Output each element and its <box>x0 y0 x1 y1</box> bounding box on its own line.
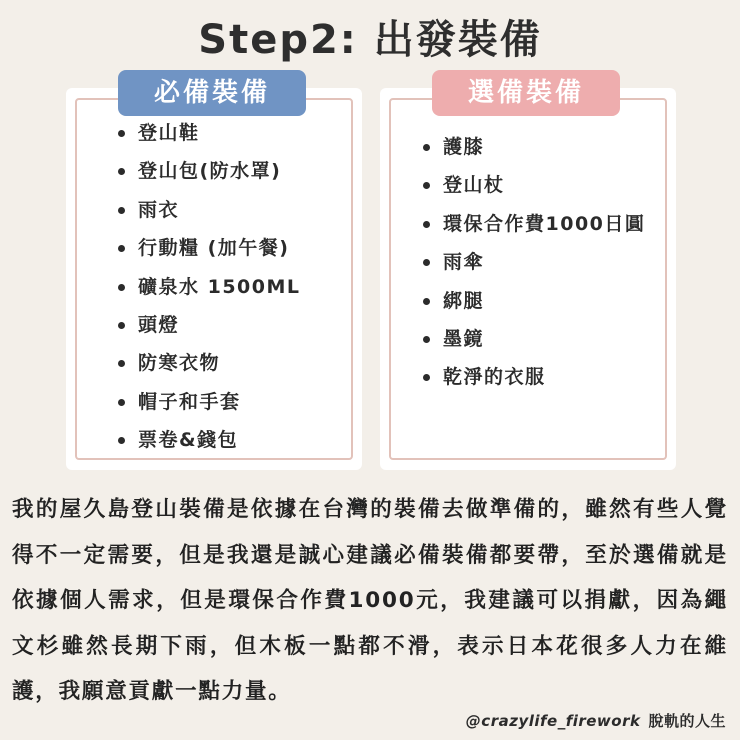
list-item-label: 乾淨的衣服 <box>443 366 546 389</box>
bullet-icon <box>118 322 125 329</box>
author-credit <box>466 710 726 731</box>
list-item-label: 登山鞋 <box>138 122 200 144</box>
list-item-label: 雨衣 <box>138 198 180 221</box>
bullet-icon <box>423 374 430 381</box>
bullet-icon <box>118 130 125 137</box>
bullet-icon <box>423 259 430 266</box>
bullet-icon <box>118 168 125 175</box>
list-item <box>116 195 301 233</box>
list-item <box>421 170 645 208</box>
list-item <box>421 132 645 170</box>
list-item <box>116 118 301 156</box>
list-item-label: 防寒衣物 <box>138 352 221 375</box>
bullet-icon <box>118 207 125 214</box>
bullet-icon <box>118 284 125 291</box>
list-item-label: 環保合作費1000日圓 <box>443 212 646 235</box>
list-item <box>116 272 301 310</box>
bullet-icon <box>423 221 430 228</box>
list-item-label: 護膝 <box>443 136 485 158</box>
list-item-label: 登山杖 <box>443 174 505 197</box>
bullet-icon <box>118 437 125 444</box>
list-item <box>421 324 645 362</box>
bullet-icon <box>118 399 125 406</box>
required-gear-tag: 必備裝備 <box>118 70 306 116</box>
list-item-label: 行動糧 (加午餐) <box>138 237 290 260</box>
list-item <box>116 233 301 271</box>
bullet-icon <box>423 336 430 343</box>
description-paragraph: 我的屋久島登山裝備是依據在台灣的裝備去做準備的，雖然有些人覺得不一定需要，但是我還是誠心建議必備裝備都要帶，至於選備就是依據個人需求，但是環保合作費1000元，我建議可以捐獻，因為繩文杉雖然長期下雨，但木板一點都不滑，表示日本花很多人力在維護，我願意貢獻一點力量。 <box>12 497 728 704</box>
list-item-label: 頭燈 <box>138 313 180 336</box>
author-name: 脫軌的人生 <box>648 712 726 730</box>
list-item-label: 票卷&錢包 <box>138 429 239 452</box>
bullet-icon <box>118 360 125 367</box>
optional-gear-tag: 選備裝備 <box>432 70 620 116</box>
required-gear-list <box>116 118 301 464</box>
bullet-icon <box>118 245 125 252</box>
list-item-label: 礦泉水 1500ML <box>138 275 301 298</box>
page-title: Step2: 出發裝備 <box>198 17 542 63</box>
list-item-label: 墨鏡 <box>443 327 485 350</box>
list-item-label: 帽子和手套 <box>138 390 241 413</box>
list-item-label: 雨傘 <box>443 251 485 274</box>
list-item-label: 綁腿 <box>443 289 485 312</box>
list-item <box>421 286 645 324</box>
list-item <box>116 156 301 194</box>
list-item <box>116 348 301 386</box>
list-item-label: 登山包(防水罩) <box>138 160 282 183</box>
bullet-icon <box>423 182 430 189</box>
list-item <box>116 387 301 425</box>
author-handle: @crazylife_firework <box>465 712 641 730</box>
bullet-icon <box>423 298 430 305</box>
list-item <box>421 209 645 247</box>
bullet-icon <box>423 144 430 151</box>
list-item <box>116 425 301 463</box>
optional-gear-list <box>421 132 645 401</box>
list-item <box>421 362 645 400</box>
list-item <box>116 310 301 348</box>
list-item <box>421 247 645 285</box>
